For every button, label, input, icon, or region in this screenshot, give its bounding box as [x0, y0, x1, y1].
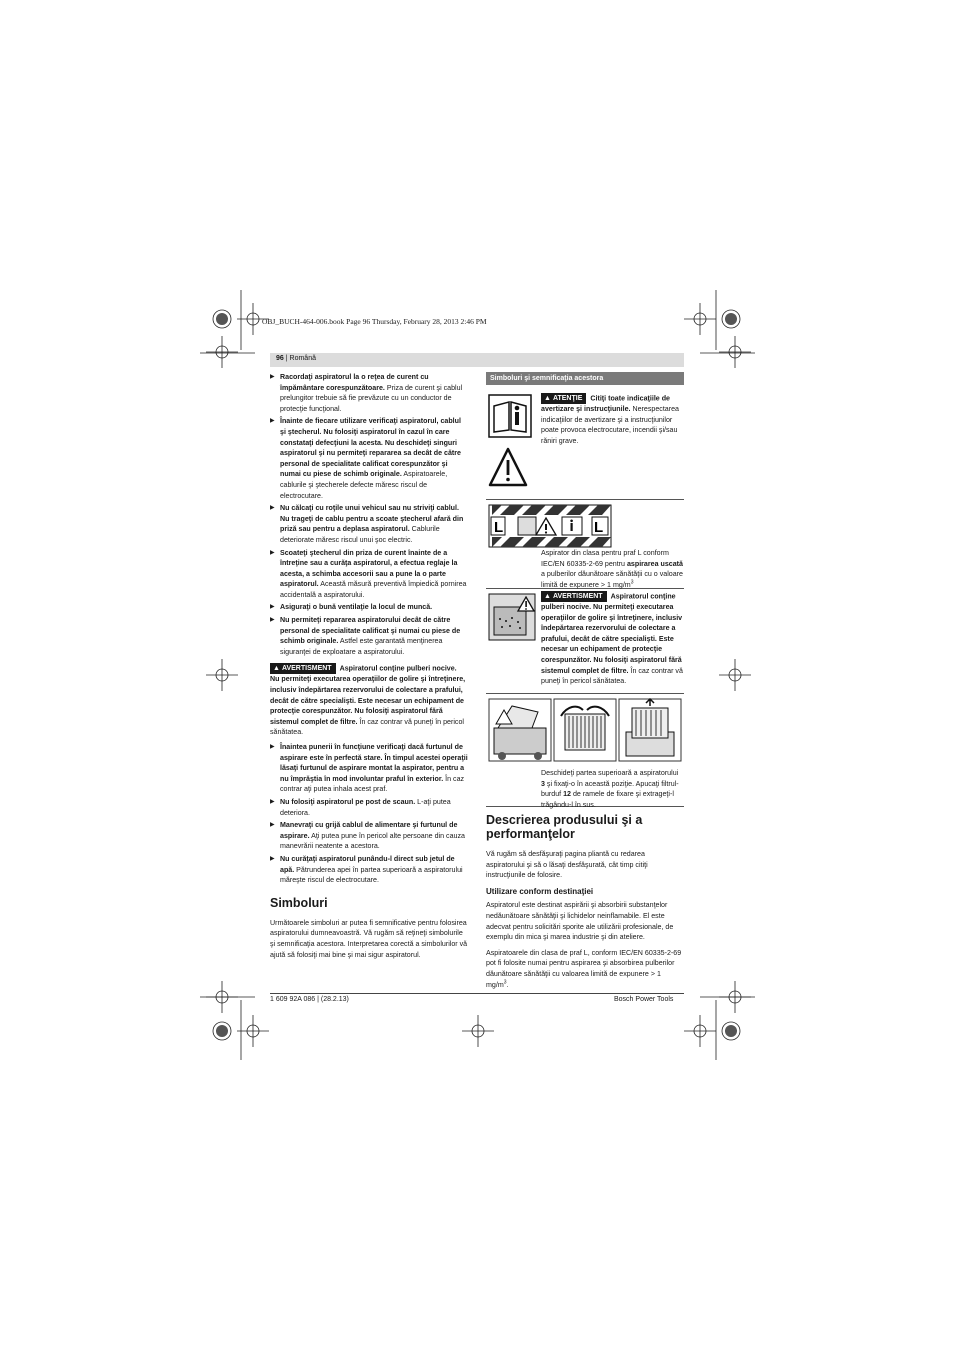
simboluri-paragraph: Următoarele simboluri ar putea fi semnificative pentru folosirea aspiratorului dumneavoastră. Vă rugăm să reţineţi simbolurile şi semnificaţia acestora. Interpretarea corectă a simbolurilor vă ajută să folosiţi mai bine şi mai sigur aspiratorul. — [270, 918, 468, 959]
list-item: ▶ Racordaţi aspiratorul la o reţea de curent cu împământare corespunzătoare. Priza de curent şi cablul prelungitor trebuie să fie prevăzute cu un conductor de protecţie funcţional. — [270, 373, 463, 413]
warning-triangle-icon: ▲ — [544, 593, 551, 600]
list-item: ▶ Nu călcaţi cu roţile unui vehicul sau nu striviţi cablul. Nu trageţi de cablu pentru a scoate ştecherul afară din priză sau pentru a deplasa aspiratorul. Cablurile deteriorate măresc riscul unui şoc electric. — [270, 504, 464, 544]
header-separator: | — [283, 355, 290, 362]
list-item: ▶ Asiguraţi o bună ventilaţie la locul de muncă. — [270, 603, 433, 612]
page-header — [276, 355, 316, 362]
attention-badge: ▲ ATENŢIE — [541, 393, 586, 404]
bullet-icon: ▶ — [270, 505, 275, 512]
subheading-intended-use: Utilizare conform destinaţiei — [486, 886, 594, 896]
intended-use-paragraph-2: Aspiratoarele din clasa de praf L, conform IEC/EN 60335-2-69 pot fi folosite numai pentru aspirarea şi absorbirea pulberilor dăunătoare sănătăţii cu valoarea limită de expunere > 1 $mg/m^3$. — [486, 948, 682, 989]
section-heading-description: Descrierea produsului şi a performanţelor — [486, 813, 643, 841]
right-column — [486, 372, 684, 995]
dust-class-l-label-icon — [488, 504, 612, 548]
symbol-row-read-manual — [486, 391, 684, 500]
section-heading-simboluri: Simboluri — [270, 895, 328, 910]
bullet-icon: ▶ — [270, 822, 275, 829]
list-item: ▶ Înainte de fiecare utilizare verificaţi aspiratorul, cablul şi ştecherul. Nu folosiţi aspiratorul în cazul în care constataţi defecţiuni la acesta. Nu deschideţi singuri aspiratorul şi nu permiteţi repararea sa decât de către personal de specialitate calificat corespunzător şi numai cu piese de schimb originale. Aspiratoarele, cablurile şi ştecherele defecte măresc riscul de electrocutare. — [270, 417, 461, 500]
warning-triangle-icon — [488, 447, 528, 487]
bullet-icon: ▶ — [270, 855, 275, 862]
list-item: ▶ Nu curăţaţi aspiratorul punându-l direct sub jetul de apă. Pătrunderea apei în partea superioară a aspiratorului măreşte riscul de electrocutare. — [270, 854, 463, 885]
symbols-table-title: Simboluri şi semnificaţia acestora — [486, 372, 684, 385]
bullet-icon: ▶ — [270, 549, 275, 556]
remove-filter-illustration — [618, 698, 682, 762]
harmful-dust-container-icon — [488, 593, 536, 641]
footer-doc-number: 1 609 92A 086 | (28.2.13) — [270, 996, 349, 1003]
dust-class-l-right: L — [594, 519, 604, 536]
description-paragraph: Vă rugăm să desfăşuraţi pagina pliantă cu redarea aspiratorului şi să o lăsaţi desfăşurată, cât timp citiţi instrucţiunile de folosire. — [486, 850, 648, 880]
symbol-row-harmful-dust — [486, 589, 684, 694]
list-item: ▶ Scoateţi ştecherul din priza de curent înainte de a întreţine sau a curăţa aspiratorul, a efectua reglaje la acesta, a schimba accesorii sau a pune la o parte aspiratorul. Această măsură preventivă împiedică pornirea accidentală a aspiratorului. — [270, 548, 467, 599]
symbol-text-open-filter: Deschideţi partea superioară a aspiratorului 3 şi fixaţi-o în această poziţie. Apucaţi filtrul-burduf 12 de ramele de fixare şi extrageţi-l trăgându-l în sus. — [541, 769, 679, 809]
bullet-icon: ▶ — [270, 798, 275, 805]
filter-bellows-illustration — [553, 698, 617, 762]
warning-badge: ▲ AVERTISMENT — [541, 591, 607, 602]
symbol-text-dust-class-l: Aspirator din clasa pentru praf L conform IEC/EN 60335-2-69 pentru aspirarea uscată a pulberilor dăunătoare sănătăţii cu o valoare limită de expunere > 1 $mg/m^3$ — [541, 549, 683, 589]
read-manual-icon — [488, 394, 532, 438]
print-info-line: OBJ_BUCH-464-006.book Page 96 Thursday, February 28, 2013 2:46 PM — [262, 317, 487, 326]
bullet-icon: ▶ — [270, 604, 275, 611]
list-item: ▶ Nu folosiţi aspiratorul pe post de scaun. L-aţi putea deteriora. — [270, 797, 451, 817]
warning-triangle-icon: ▲ — [544, 395, 551, 402]
symbol-text-read-manual: ▲ ATENŢIE Citiţi toate indicaţiile de avertizare şi instrucţiunile. Nerespectarea indicaţiilor de avertizare şi a instrucţiunilor poate provoca electrocutare, incendii şi/sau răniri grave. — [541, 394, 679, 445]
page-header-bar — [270, 353, 684, 367]
bullet-icon: ▶ — [270, 418, 275, 425]
list-item: ▶ Manevraţi cu grijă cablul de alimentare şi furtunul de aspirare. Aţi putea pune în pericol alte persoane din cauza manevrării neatente a acestora. — [270, 821, 465, 851]
page-number: 96 — [276, 355, 284, 362]
bullet-icon: ▶ — [270, 617, 275, 624]
bullet-icon: ▶ — [270, 374, 275, 380]
footer-brand: Bosch Power Tools — [614, 996, 674, 1003]
symbol-row-dust-class-l — [486, 500, 684, 589]
warning-badge: ▲ AVERTISMENT — [270, 663, 336, 674]
left-column — [270, 372, 468, 965]
open-top-illustration — [488, 698, 552, 762]
symbol-row-open-filter — [486, 694, 684, 807]
list-item: ▶ Nu permiteţi repararea aspiratorului decât de către personal de specialitate calificat şi numai cu piese de schimb originale. Astfel este garantată menţinerea siguranţei de exploatare a aspiratorului. — [270, 616, 461, 656]
symbol-text-harmful-dust: ▲ AVERTISMENT Aspiratorul conţine pulberi nocive. Nu permiteţi executarea operaţiilor de golire şi întreţinere, inclusiv îndepărtarea rezervorului de colectare a prafului, decât de către specialişti. Este necesar un echipament de protecţie corespunzător. Nu folosiţi aspiratorul fără sistemul complet de filtre. În caz contrar vă puneţi în pericol sănătatea. — [541, 592, 683, 686]
dust-class-l-left: L — [494, 519, 504, 536]
list-item: ▶ Înaintea punerii în funcţiune verificaţi dacă furtunul de aspirare este în perfectă stare. În timpul acestei operaţii lăsaţi furtunul de aspirare montat la aspirator, pentru a nu împrăştia în mod involuntar praful în exterior. În caz contrar aţi putea inhala acest praf. — [270, 743, 468, 794]
bullet-icon: ▶ — [270, 744, 275, 750]
footer-rule — [270, 993, 684, 994]
warning-block: ▲ AVERTISMENT Aspiratorul conţine pulberi nocive. Nu permiteţi executarea operaţiilor de golire şi întreţinere, inclusiv îndepărtarea rezervorului de colectare a prafului, decât de către specialişti. Este necesar un echipament de protecţie corespunzător. Nu folosiţi aspiratorul fără sistemul complet de filtre. În caz contrar vă puneţi în pericol sănătatea. — [270, 664, 466, 737]
header-language: Română — [289, 355, 316, 362]
intended-use-paragraph-1: Aspiratorul este destinat aspirării şi absorbirii substanţelor nedăunătoare sănătăţii şi lichidelor neinflamabile. El este adecvat pentru solicitări sporite ale utilizării profesionale, de exemplu din mica şi marea industrie şi din ateliere. — [486, 901, 674, 942]
warning-triangle-icon: ▲ — [273, 665, 280, 673]
